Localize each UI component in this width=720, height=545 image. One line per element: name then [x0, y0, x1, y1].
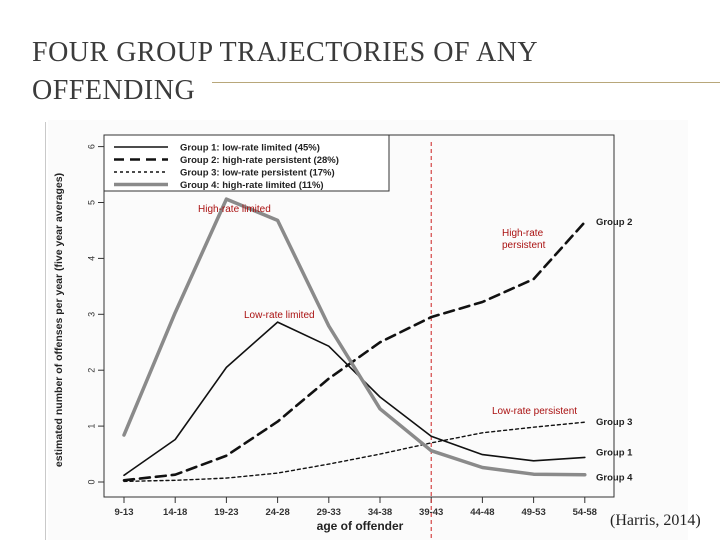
- annotation-label: High-rate limited: [198, 204, 271, 215]
- x-tick-label: 14-18: [163, 507, 188, 518]
- x-tick-label: 34-38: [367, 507, 393, 518]
- chart-annotations: [198, 204, 633, 484]
- x-tick-label: 54-58: [572, 507, 597, 518]
- legend-entry: Group 4: high-rate limited (11%): [180, 180, 324, 191]
- y-axis-title: estimated number of offenses per year (five year averages): [53, 172, 65, 468]
- x-tick-label: 19-23: [214, 507, 239, 518]
- chart-legend: [104, 135, 389, 191]
- annotation-label: Low-rate limited: [244, 310, 315, 321]
- annotation-label: Low-rate persistent: [492, 406, 578, 417]
- x-tick-label: 49-53: [521, 507, 546, 518]
- series-end-label: Group 1: [596, 447, 633, 459]
- y-tick-label: 3: [86, 311, 97, 317]
- y-tick-label: 5: [86, 199, 97, 206]
- left-divider: [45, 122, 46, 540]
- x-tick-label: 39-43: [419, 507, 444, 518]
- series-line-group-2: [124, 222, 585, 480]
- x-tick-label: 44-48: [470, 507, 495, 518]
- x-tick-label: 9-13: [114, 507, 134, 518]
- y-tick-label: 6: [86, 144, 97, 150]
- legend-entry: Group 1: low-rate limited (45%): [180, 142, 320, 154]
- y-tick-label: 2: [86, 367, 97, 373]
- series-line-group-1: [124, 322, 585, 475]
- title-underline: [212, 82, 720, 83]
- legend-entry: Group 3: low-rate persistent (17%): [180, 167, 335, 179]
- series-end-label: Group 2: [596, 217, 633, 229]
- annotation-label: High-rate persistent: [502, 228, 546, 251]
- y-tick-label: 0: [86, 479, 97, 485]
- chart-series-lines: [124, 142, 585, 540]
- citation: (Harris, 2014): [610, 512, 701, 529]
- series-end-label: Group 3: [596, 417, 633, 429]
- x-tick-label: 29-33: [316, 507, 341, 518]
- legend-entry: Group 2: high-rate persistent (28%): [180, 155, 339, 166]
- y-tick-label: 4: [86, 255, 97, 261]
- slide-title: FOUR GROUP TRAJECTORIES OF ANY OFFENDING: [32, 37, 538, 106]
- y-tick-label: 1: [86, 423, 97, 429]
- series-end-label: Group 4: [596, 472, 633, 484]
- chart-figure: [48, 120, 688, 540]
- trajectory-chart: [48, 120, 688, 540]
- x-tick-label: 24-28: [265, 507, 290, 518]
- x-axis-title: age of offender: [316, 519, 404, 533]
